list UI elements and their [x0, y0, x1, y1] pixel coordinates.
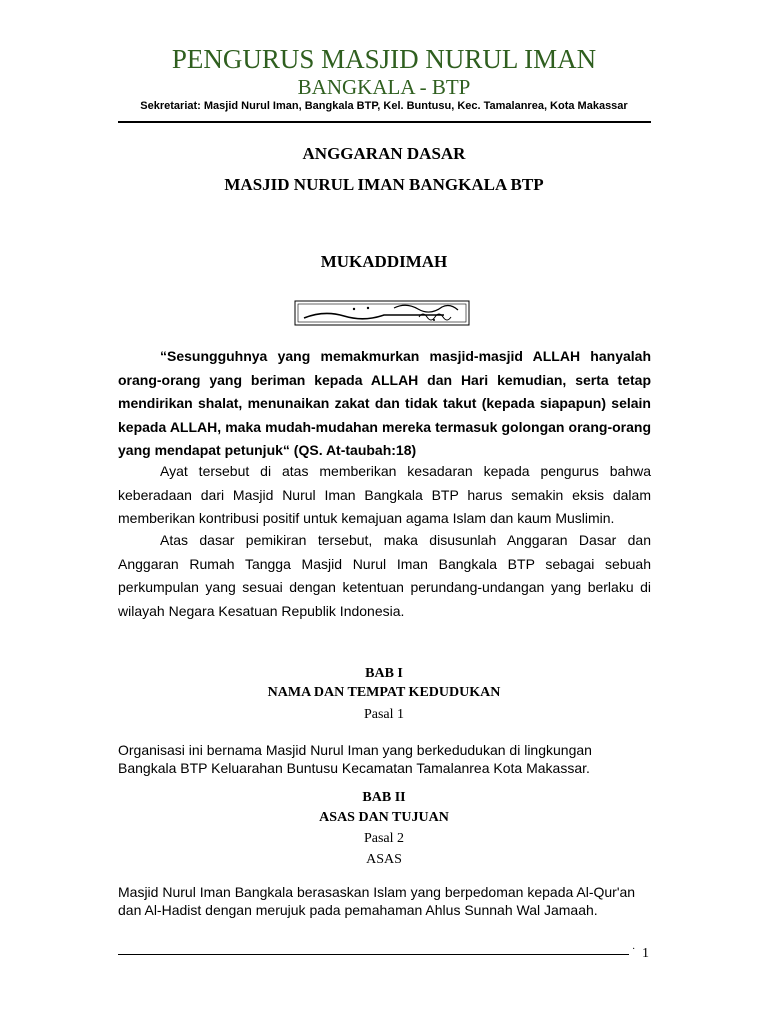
basmala-calligraphy-icon	[294, 298, 470, 328]
chapter-1-label: BAB I	[365, 666, 403, 681]
article-2-text: Masjid Nurul Iman Bangkala berasaskan Islam yang berpedoman kepada Al-Qur'an dan Al-Hadist dengan merujuk pada pemahaman Ahlus Sunnah Wal Jamaah.	[118, 884, 636, 918]
page-number: 1	[642, 946, 649, 961]
footer-divider	[118, 954, 629, 955]
organization-subtitle: BANGKALA - BTP	[297, 75, 471, 99]
quran-quote-paragraph: “Sesungguhnya yang memakmurkan masjid-masjid ALLAH hanyalah orang-orang yang beriman kepada ALLAH dan Hari kemudian, serta tetap mendirikan shalat, menunaikan zakat dan tidak takut (kepada siapapun) selain kepada ALLAH, maka mudah-mudahan mereka termasuk golongan orang-orang yang mendapat petunjuk“ (QS. At-taubah:18)	[118, 348, 651, 458]
document-subtitle: MASJID NURUL IMAN BANGKALA BTP	[224, 175, 544, 194]
secretariat-address: Sekretariat: Masjid Nurul Iman, Bangkala BTP, Kel. Buntusu, Kec. Tamalanrea, Kota Makassar	[140, 100, 628, 112]
document-title: ANGGARAN DASAR	[302, 144, 466, 163]
footer-dot: ·	[632, 944, 636, 955]
article-1-text: Organisasi ini bernama Masjid Nurul Iman yang berkedudukan di lingkungan Bangkala BTP Keluarahan Buntusu Kecamatan Tamalanrea Kota Makassar.	[118, 742, 592, 776]
chapter-1-title: NAMA DAN TEMPAT KEDUDUKAN	[267, 685, 501, 700]
organization-title: PENGURUS MASJID NURUL IMAN	[171, 44, 597, 74]
article-2-label: Pasal 2	[363, 831, 405, 846]
chapter-2-title: ASAS DAN TUJUAN	[319, 810, 449, 825]
mukaddimah-paragraph-3: Atas dasar pemikiran tersebut, maka disusunlah Anggaran Dasar dan Anggaran Rumah Tangga Masjid Nurul Iman Bangkala BTP sebagai sebuah perkumpulan yang sesuai dengan ketentuan perundang-undangan yang berlaku di wilayah Negara Kesatuan Republik Indonesia.	[118, 532, 651, 619]
header-divider	[118, 121, 651, 123]
article-2-subheading: ASAS	[366, 852, 402, 867]
chapter-2-label: BAB II	[362, 790, 406, 805]
section-title-mukaddimah: MUKADDIMAH	[320, 252, 448, 271]
article-1-label: Pasal 1	[363, 707, 405, 722]
mukaddimah-paragraph-2: Ayat tersebut di atas memberikan kesadaran kepada pengurus bahwa keberadaan dari Masjid Nurul Iman Bangkala BTP harus semakin eksis dalam memberikan kontribusi positif untuk kemajuan agama Islam dan kaum Muslimin.	[118, 463, 651, 526]
